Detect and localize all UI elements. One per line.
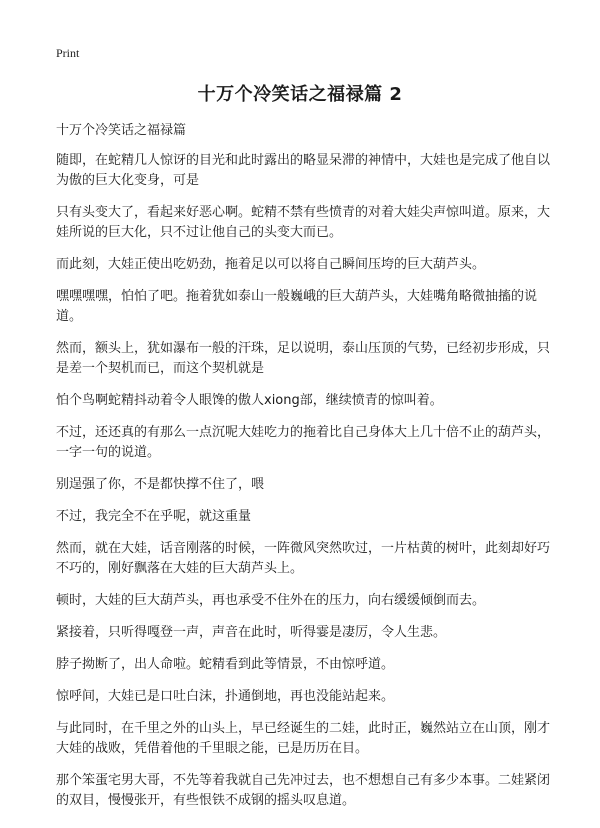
print-link[interactable]: Print	[56, 46, 80, 60]
paragraph: 惊呼间，大娃已是口吐白沫，扑通倒地，再也没能站起来。	[56, 689, 395, 704]
paragraph: 顿时，大娃的巨大葫芦头，再也承受不住外在的压力，向右缓缓倾倒而去。	[56, 593, 486, 608]
paragraph: 紧接着，只听得嘎登一声，声音在此时，听得霎是凄厉，令人生悲。	[56, 625, 447, 640]
paragraph: 不过，还还真的有那么一点沉呢大娃吃力的拖着比自己身体大上几十倍不止的葫芦头，一字一句的说道。	[56, 425, 551, 460]
paragraph: 然而，额头上，犹如瀑布一般的汗珠，足以说明，泰山压顶的气势，已经初步形成，只是差一个契机而已，而这个契机就是	[56, 341, 551, 376]
paragraph: 不过，我完全不在乎呢，就这重量	[56, 509, 252, 524]
paragraph: 嘿嘿嘿嘿，怕怕了吧。拖着犹如泰山一般巍峨的巨大葫芦头，大娃嘴角略微抽搐的说道。	[56, 289, 538, 324]
paragraph: 别逞强了你，不是都快撑不住了，喂	[56, 477, 265, 492]
article-subtitle: 十万个冷笑话之福禄篇	[56, 123, 187, 138]
paragraph: 而此刻，大娃正使出吃奶劲，拖着足以可以将自己瞬间压垮的巨大葫芦头。	[56, 257, 486, 272]
page-title: 十万个冷笑话之福禄篇 2	[197, 84, 403, 105]
paragraph: 与此同时，在千里之外的山头上，早已经诞生的二娃，此时正，巍然站立在山顶，刚才大娃的战败，凭借着他的千里眼之能，已是历历在目。	[56, 721, 551, 756]
article-body	[56, 121, 556, 823]
paragraph: 脖子拗断了，出人命啦。蛇精看到此等情景，不由惊呼道。	[56, 657, 395, 672]
paragraph: 只有头变大了，看起来好恶心啊。蛇精不禁有些愤青的对着大娃尖声惊叫道。原来，大娃所说的巨大化，只不过让他自己的头变大而已。	[56, 205, 551, 240]
paragraph: 那个笨蛋宅男大哥，不先等着我就自己先冲过去，也不想想自己有多少本事。二娃紧闭的双目，慢慢张开，有些恨铁不成钢的摇头叹息道。	[56, 773, 551, 808]
paragraph: 怕个鸟啊蛇精抖动着令人眼馋的傲人xiong部，继续愤青的惊叫着。	[56, 393, 443, 408]
paragraph: 然而，就在大娃，话音刚落的时候，一阵微风突然吹过，一片枯黄的树叶，此刻却好巧不巧的，刚好飘落在大娃的巨大葫芦头上。	[56, 541, 551, 576]
paragraph: 随即，在蛇精几人惊讶的目光和此时露出的略显呆滞的神情中，大娃也是完成了他自以为傲的巨大化变身，可是	[56, 153, 551, 188]
